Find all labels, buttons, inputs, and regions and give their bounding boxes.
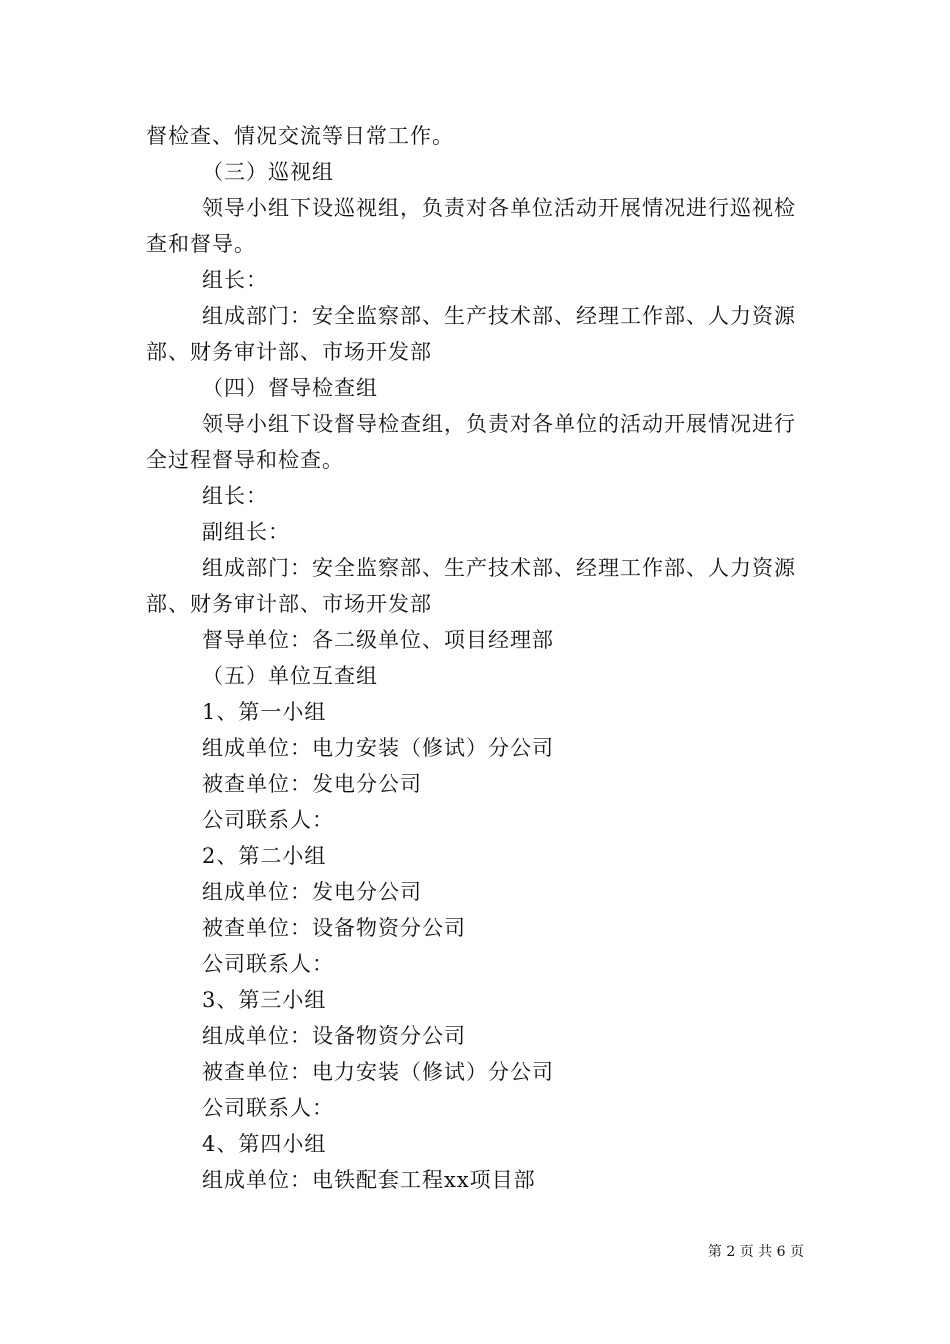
paragraph-line: 领导小组下设督导检查组，负责对各单位的活动开展情况进行 xyxy=(202,412,796,436)
paragraph-line: 部、财务审计部、市场开发部 xyxy=(146,340,432,364)
list-item: 4、第四小组 xyxy=(202,1132,327,1156)
list-item: 被查单位：设备物资分公司 xyxy=(202,916,466,940)
paragraph-line: 组成部门：安全监察部、生产技术部、经理工作部、人力资源 xyxy=(202,304,796,328)
list-item: 被查单位：发电分公司 xyxy=(202,772,422,796)
paragraph-line: 组成部门：安全监察部、生产技术部、经理工作部、人力资源 xyxy=(202,556,796,580)
page-number: 第 2 页 共 6 页 xyxy=(707,1244,804,1260)
paragraph-line: 查和督导。 xyxy=(146,232,256,256)
list-item: 1、第一小组 xyxy=(202,700,327,724)
paragraph-line: 部、财务审计部、市场开发部 xyxy=(146,592,432,616)
list-item: 被查单位：电力安装（修试）分公司 xyxy=(202,1060,554,1084)
paragraph-line: 督检查、情况交流等日常工作。 xyxy=(146,124,454,148)
list-item: 公司联系人： xyxy=(202,808,334,832)
list-item: 组成单位：发电分公司 xyxy=(202,880,422,904)
paragraph-line: 副组长： xyxy=(202,520,290,544)
paragraph-line: 领导小组下设巡视组，负责对各单位活动开展情况进行巡视检 xyxy=(202,196,796,220)
paragraph-line: 组长： xyxy=(202,268,268,292)
section-heading: （五）单位互查组 xyxy=(202,664,378,688)
list-item: 组成单位：电铁配套工程xx项目部 xyxy=(202,1168,536,1192)
list-item: 组成单位：设备物资分公司 xyxy=(202,1024,466,1048)
list-item: 公司联系人： xyxy=(202,952,334,976)
list-item: 2、第二小组 xyxy=(202,844,327,868)
section-heading: （三）巡视组 xyxy=(202,160,334,184)
paragraph-line: 组长： xyxy=(202,484,268,508)
paragraph-line: 全过程督导和检查。 xyxy=(146,448,344,472)
list-item: 公司联系人： xyxy=(202,1096,334,1120)
section-heading: （四）督导检查组 xyxy=(202,376,378,400)
list-item: 组成单位：电力安装（修试）分公司 xyxy=(202,736,554,760)
paragraph-line: 督导单位：各二级单位、项目经理部 xyxy=(202,628,554,652)
list-item: 3、第三小组 xyxy=(202,988,327,1012)
